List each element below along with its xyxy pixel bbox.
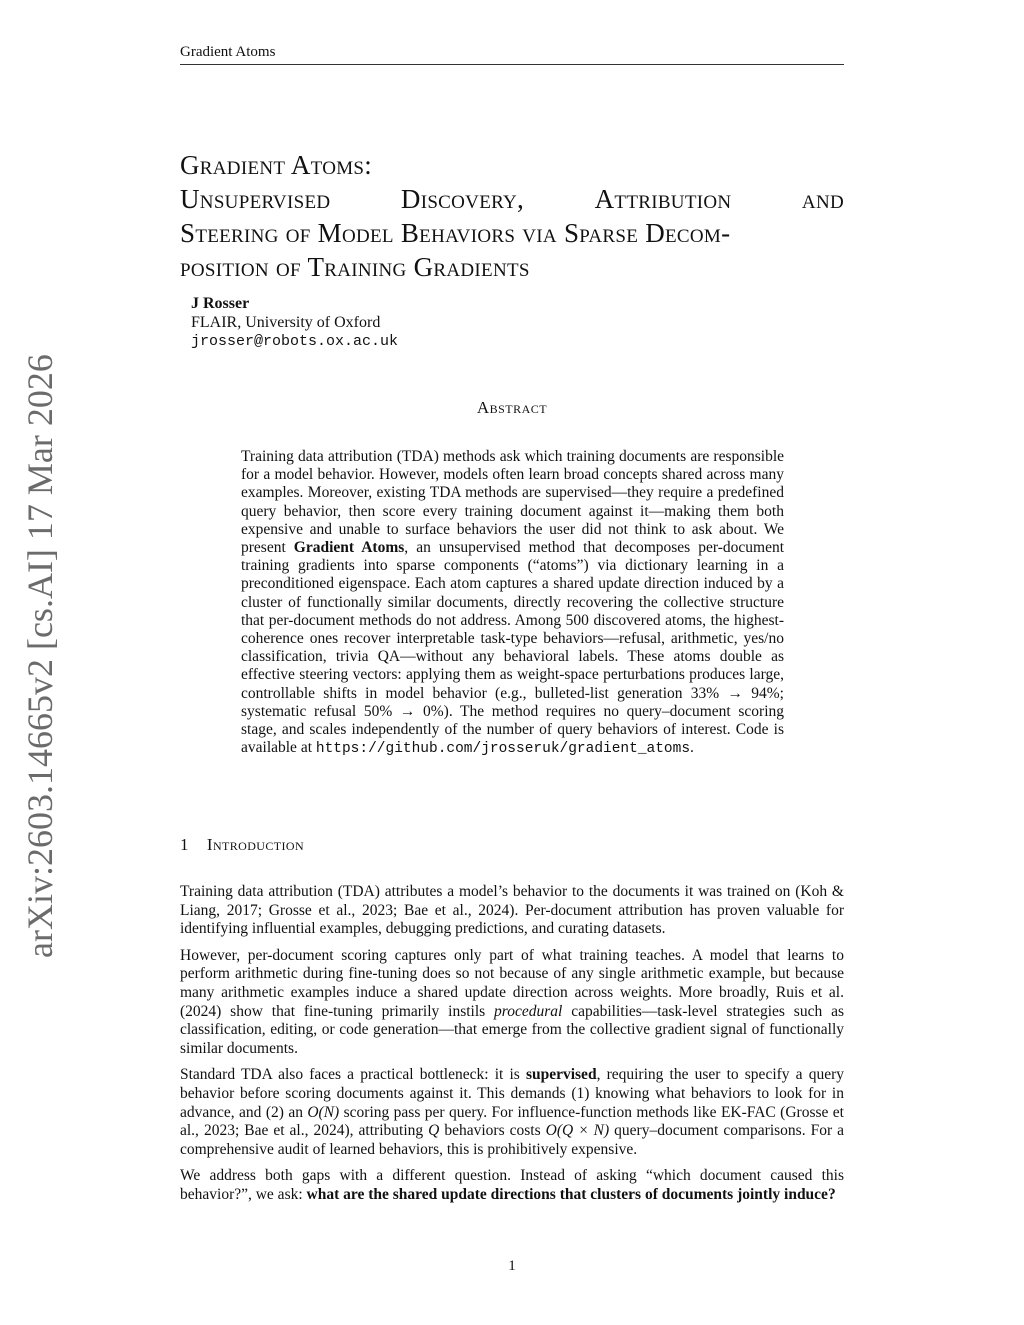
title-line-3: Steering of Model Behaviors via Sparse Decom- xyxy=(180,218,731,249)
abstract-heading: Abstract xyxy=(476,398,548,417)
section-number: 1 xyxy=(180,835,189,854)
math-expression: O(Q × N) xyxy=(545,1122,610,1140)
abstract-text: , an unsupervised method that decomposes per-document training gradients into sparse components (“atoms”) via dictionary learning in a preconditioned eigenspace. Each atom captures a shared update direction induced by a cluster of functionally similar documents, directly recovering the collective structure that per-document methods do not address. Among 500 discovered atoms, the highest-coherence ones recover interpretable task-type behaviors—refusal, arithmetic, yes/no classification, trivia QA—without any behavioral labels. These atoms double as effective steering vectors: applying them as weight-space perturbations produces large, controllable shifts in model behavior (e.g., bulleted-list generation 33% → 94%; systematic refusal 50% → 0%). The method requires no query–document scoring stage, and scales independently of the number of query behaviors of interest. Code is available at xyxy=(241,539,785,757)
bold-question: what are the shared update directions that clusters of documents jointly induce? xyxy=(306,1185,836,1203)
method-name: Gradient Atoms xyxy=(293,539,405,557)
page-number: 1 xyxy=(508,1258,516,1274)
intro-text: Standard TDA also faces a practical bottleneck: it is xyxy=(180,1066,526,1084)
intro-text: We address both gaps with a different question. Instead of asking “which document caused this behavior?”, we ask: xyxy=(180,1167,844,1203)
author-block xyxy=(191,294,398,351)
intro-paragraph: Training data attribution (TDA) attributes a model’s behavior to the documents it was trained on (Koh & Liang, 2017; Grosse et al., 2023; Bae et al., 2024). Per-document attribution has proven valuable for identifying influential examples, debugging predictions, and curating datasets. xyxy=(180,883,844,938)
intro-paragraph xyxy=(180,947,844,1059)
title-word: Attribution xyxy=(594,184,732,215)
intro-paragraph xyxy=(180,1167,844,1204)
abstract-body xyxy=(241,448,784,758)
bold-term: supervised xyxy=(525,1066,597,1084)
intro-text: behaviors costs xyxy=(439,1122,546,1140)
title-word: and xyxy=(801,184,844,215)
intro-text: capabilities—task-level strategies such as classification, editing, or code generation—that emerge from the collective gradient signal of functionally similar documents. xyxy=(180,1002,844,1057)
author-name: J Rosser xyxy=(191,295,250,312)
code-link[interactable]: https://github.com/jrosseruk/gradient_atoms xyxy=(315,741,691,758)
title-word: Unsupervised xyxy=(180,184,331,215)
section-heading xyxy=(180,835,844,855)
introduction-body xyxy=(180,883,844,1213)
section-title: Introduction xyxy=(206,835,305,854)
math-expression: Q xyxy=(428,1122,440,1140)
intro-text: However, per-document scoring captures only part of what training teaches. A model that learns to perform arithmetic during fine-tuning does so not because of any single arithmetic example, but because many arithmetic examples induce a shared update direction across weights. More broadly, Ruis et al. (2024) show that fine-tuning primarily instils xyxy=(180,946,844,1020)
paper-title xyxy=(180,148,844,284)
author-affiliation: FLAIR, University of Oxford xyxy=(191,314,381,331)
intro-text: query–document comparisons. For a comprehensive audit of learned behaviors, this is prohibitively expensive. xyxy=(180,1122,845,1158)
arxiv-stamp: arXiv:2603.14665v2 [cs.AI] 17 Mar 2026 xyxy=(20,354,60,958)
title-line-1: Gradient Atoms: xyxy=(180,150,373,181)
math-expression: O(N) xyxy=(307,1103,340,1121)
abstract-text: Training data attribution (TDA) methods ask which training documents are responsible for a model behavior. However, models often learn broad concepts shared across many examples. Moreover, existing TDA methods are supervised—they require a predefined query behavior, then score every training document against it—making them both expensive and unable to surface behaviors the user did not think to ask about. We present xyxy=(241,448,784,557)
emphasis: procedural xyxy=(494,1002,563,1020)
author-email[interactable]: jrosser@robots.ox.ac.uk xyxy=(191,333,399,350)
intro-text: , requiring the user to specify a query behavior before scoring documents against it. This demands (1) knowing what behaviors to look for in advance, and (2) an xyxy=(180,1066,844,1121)
title-word: Discovery, xyxy=(400,184,525,215)
intro-paragraph xyxy=(180,1066,844,1159)
running-head: Gradient Atoms xyxy=(180,44,844,65)
title-line-4: position of Training Gradients xyxy=(180,252,530,283)
abstract-end: . xyxy=(690,739,694,757)
title-line-2 xyxy=(180,182,844,216)
intro-text: scoring pass per query. For influence-function methods like EK-FAC (Grosse et al., 2023; Bae et al., 2024), attributing xyxy=(180,1103,844,1140)
